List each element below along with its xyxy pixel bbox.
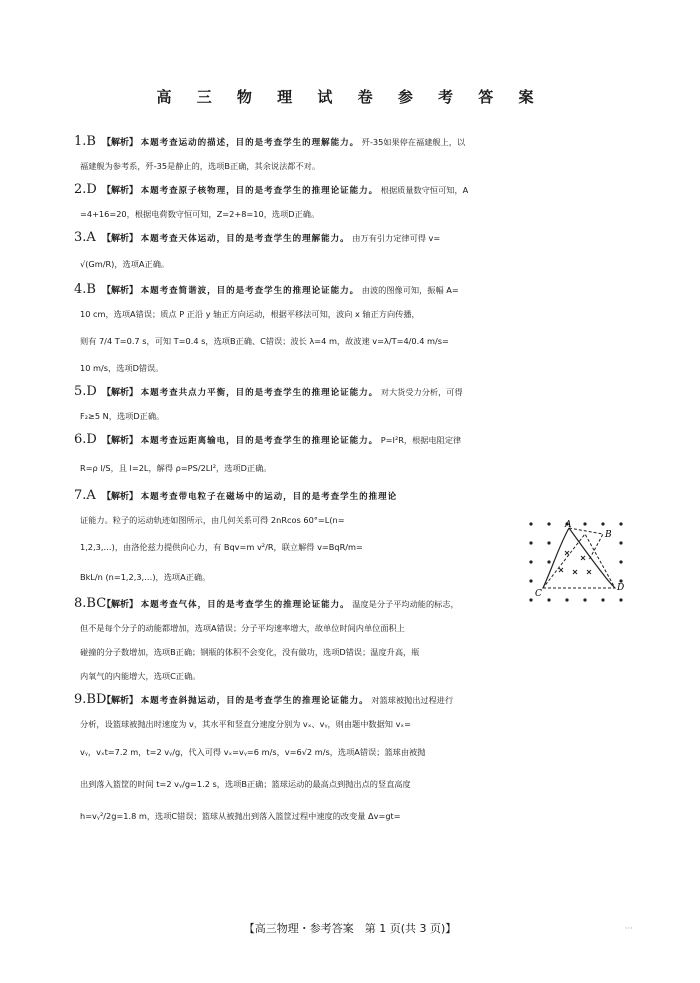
analysis-text: 碰撞的分子数增加，选项B正确；钢瓶的体积不会变化，没有做功，选项D错误；温度升高，瓶 bbox=[80, 647, 420, 657]
analysis-text: 10 m/s，选项D错误。 bbox=[80, 363, 164, 373]
answer-item-4 bbox=[74, 278, 635, 380]
analysis-tag: 【解析】 bbox=[102, 234, 139, 244]
analysis-tag: 【解析】 bbox=[102, 696, 139, 706]
analysis-text: h=vᵧ²/2g=1.8 m，选项C错误；篮球从被抛出到落入篮筐过程中速度的改变量 Δv=gt= bbox=[80, 811, 401, 821]
analysis-summary: 本题考查斜抛运动，目的是考查学生的推理论证能力。 bbox=[140, 696, 369, 706]
analysis-tag: 【解析】 bbox=[102, 436, 139, 446]
item-number: 5.D bbox=[74, 384, 97, 399]
answers-body bbox=[74, 130, 635, 832]
analysis-tag: 【解析】 bbox=[102, 492, 139, 502]
analysis-text: 则有 7/4 T=0.7 s，可知 T=0.4 s，选项B正确、C错误；波长 λ=4 m，故波速 v=λ/T=4/0.4 m/s= bbox=[80, 336, 449, 346]
analysis-tag: 【解析】 bbox=[102, 286, 139, 296]
answer-item-5 bbox=[74, 380, 635, 428]
analysis-text: BkL/n (n=1,2,3,…)，选项A正确。 bbox=[80, 572, 211, 582]
item-number: 1.B bbox=[74, 134, 96, 149]
analysis-text: =4+16=20，根据电荷数守恒可知，Z=2+8=10，选项D正确。 bbox=[80, 209, 320, 219]
page-title: 高 三 物 理 试 卷 参 考 答 案 bbox=[156, 88, 544, 106]
item-number: 2.D bbox=[74, 182, 97, 197]
analysis-text: 证能力。粒子的运动轨迹如图所示，由几何关系可得 2nRcos 60°=L(n= bbox=[80, 515, 345, 525]
analysis-summary: 本题考查远距离输电，目的是考查学生的推理论证能力。 bbox=[140, 436, 379, 446]
item-number: 9.BD bbox=[74, 692, 107, 707]
analysis-text: 对篮球被抛出过程进行 bbox=[371, 695, 454, 705]
answer-item-3 bbox=[74, 226, 635, 278]
analysis-summary: 本题考查原子核物理，目的是考查学生的推理论证能力。 bbox=[140, 186, 379, 196]
item-number: 4.B bbox=[74, 282, 96, 297]
analysis-text: 1,2,3,…)，由洛伦兹力提供向心力，有 Bqv=m v²/R，联立解得 v=BqR/m= bbox=[80, 542, 363, 552]
item-number: 7.A bbox=[74, 488, 96, 503]
item-number: 6.D bbox=[74, 432, 97, 447]
analysis-text: 10 cm，选项A错误；质点 P 正沿 y 轴正方向运动，根据平移法可知，波向 x 轴正方向传播， bbox=[80, 309, 420, 319]
analysis-text: 对大货受力分析，可得 bbox=[380, 387, 463, 397]
analysis-text: 温度是分子平均动能的标志， bbox=[352, 599, 459, 609]
analysis-text: P=I²R，根据电阻定律 bbox=[380, 435, 462, 445]
analysis-text: R=ρ l/S，且 l=2L，解得 ρ=PS/2LI²，选项D正确。 bbox=[80, 463, 272, 473]
answer-item-6 bbox=[74, 428, 635, 484]
answer-item-2 bbox=[74, 178, 635, 226]
figure-label-b: B bbox=[605, 530, 612, 540]
analysis-text: 出到落入篮筐的时间 t=2 vᵧ/g=1.2 s，选项B正确；篮球运动的最高点到抛出点的竖直高度 bbox=[80, 779, 411, 789]
item-number: 3.A bbox=[74, 230, 96, 245]
magnetic-field-figure bbox=[523, 518, 638, 618]
analysis-text: 由波的图像可知，振幅 A= bbox=[361, 285, 459, 295]
answer-item-9 bbox=[74, 688, 635, 832]
analysis-summary: 本题考查运动的描述，目的是考查学生的理解能力。 bbox=[140, 138, 360, 148]
analysis-summary: 本题考查带电粒子在磁场中的运动，目的是考查学生的推理论 bbox=[140, 492, 398, 502]
analysis-text: 分析，设篮球被抛出时速度为 v，其水平和竖直分速度分别为 vₓ、vᵧ，则由题中数据知 vₓ= bbox=[80, 719, 411, 729]
corner-mark: ··· bbox=[625, 924, 633, 933]
analysis-summary: 本题考查共点力平衡，目的是考查学生的推理论证能力。 bbox=[140, 388, 379, 398]
analysis-tag: 【解析】 bbox=[102, 138, 139, 148]
page-footer: 【高三物理・参考答案 第 1 页(共 3 页)】 bbox=[243, 922, 457, 935]
analysis-text: F₂≥5 N，选项D正确。 bbox=[80, 411, 165, 421]
analysis-text: 但不是每个分子的动能都增加，选项A错误；分子平均速率增大，故单位时间内单位面积上 bbox=[80, 623, 405, 633]
analysis-text: 福建舰为参考系，歼-35是静止的，选项B正确，其余说法都不对。 bbox=[80, 161, 321, 171]
analysis-tag: 【解析】 bbox=[102, 600, 139, 610]
analysis-tag: 【解析】 bbox=[102, 388, 139, 398]
analysis-text: 内氧气的内能增大，选项C正确。 bbox=[80, 671, 201, 681]
analysis-summary: 本题考查天体运动，目的是考查学生的理解能力。 bbox=[140, 234, 350, 244]
figure-label-c: C bbox=[535, 589, 542, 599]
item-number: 8.BC bbox=[74, 596, 107, 611]
analysis-text: vᵧ，vₓt=7.2 m，t=2 vᵧ/g，代入可得 vₓ=vᵧ=6 m/s，v=6√2 m/s，选项A错误；篮球由被抛 bbox=[80, 747, 426, 757]
field-crosses bbox=[559, 551, 591, 574]
analysis-text: 由万有引力定律可得 v= bbox=[352, 233, 441, 243]
analysis-summary: 本题考查简谐波，目的是考查学生的推理论证能力。 bbox=[140, 286, 360, 296]
analysis-text: 歼-35如果停在福建舰上，以 bbox=[361, 137, 466, 147]
analysis-summary: 本题考查气体，目的是考查学生的推理论证能力。 bbox=[140, 600, 350, 610]
analysis-text: √(Gm/R)，选项A正确。 bbox=[80, 259, 170, 269]
analysis-tag: 【解析】 bbox=[102, 186, 139, 196]
figure-label-a: A bbox=[565, 520, 572, 530]
figure-label-d: D bbox=[617, 583, 625, 593]
answer-item-1 bbox=[74, 130, 635, 178]
analysis-text: 根据质量数守恒可知，A bbox=[380, 185, 469, 195]
